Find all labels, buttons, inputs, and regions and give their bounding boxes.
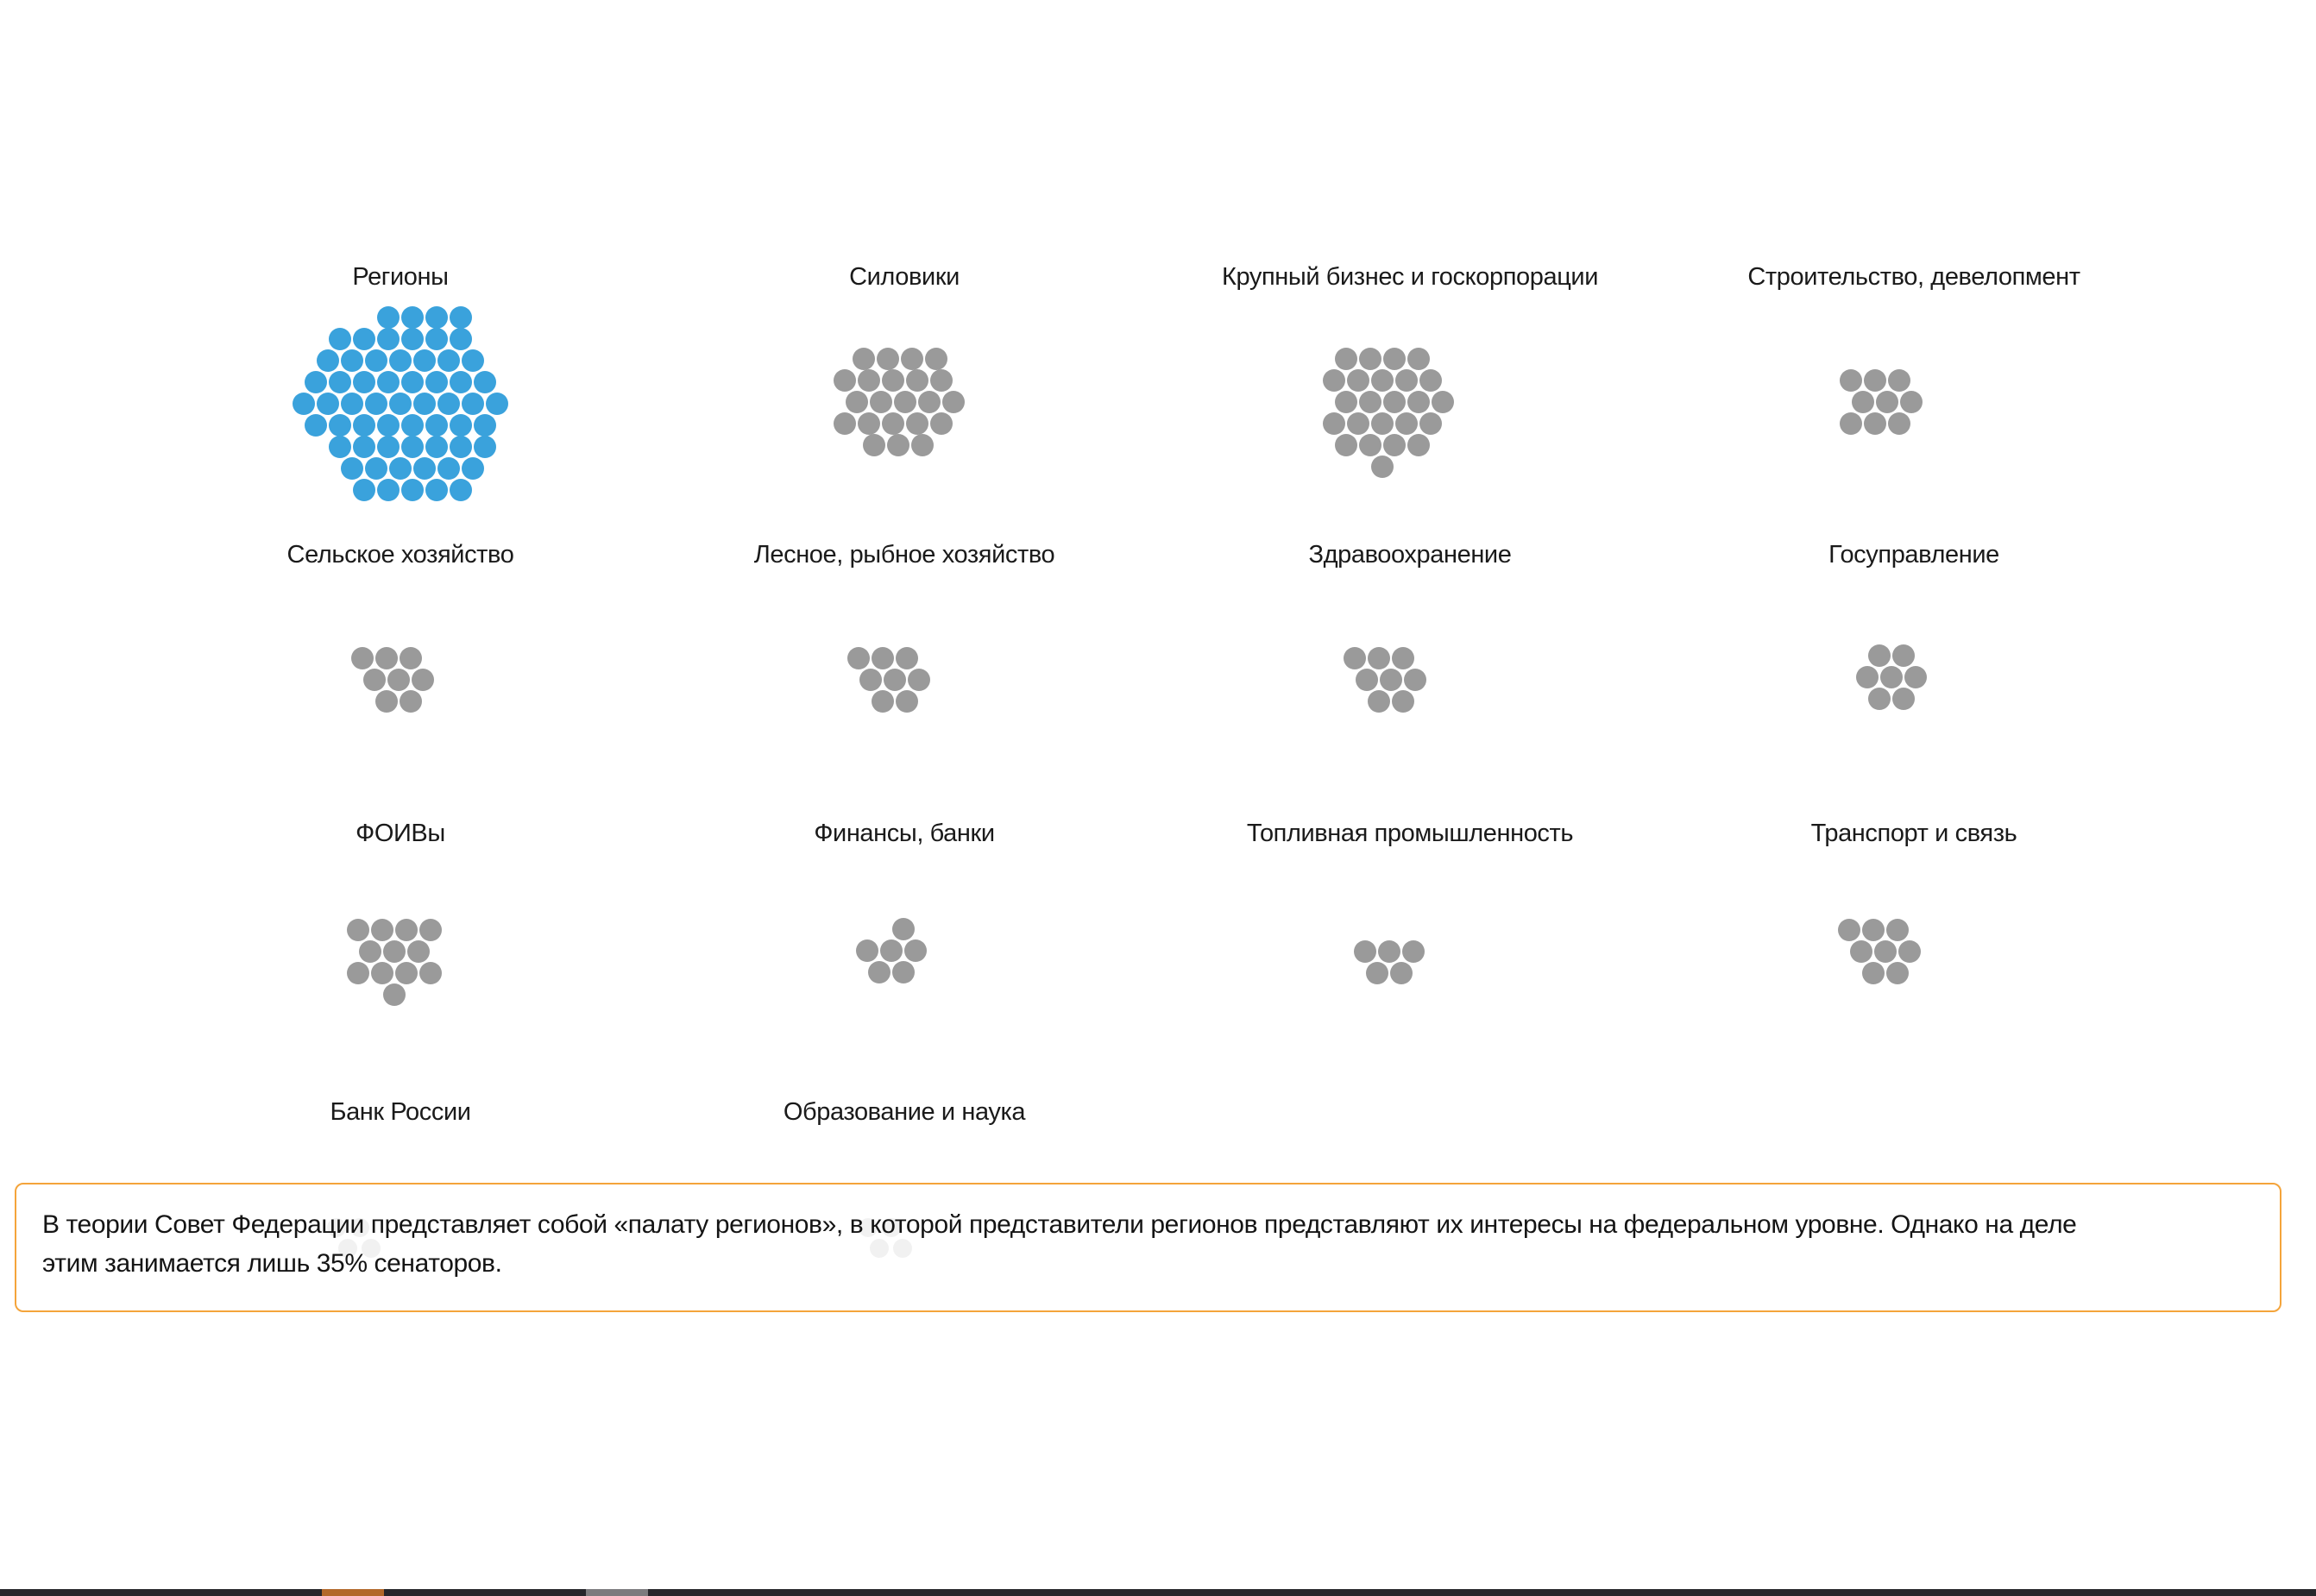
senator-dot [425, 371, 448, 393]
senator-dot [329, 328, 351, 350]
senator-dot [383, 983, 406, 1006]
senator-dot [1359, 391, 1381, 413]
senator-dot [400, 690, 422, 713]
senator-dot [450, 414, 472, 437]
senator-dot [882, 369, 904, 392]
senator-dot [341, 457, 363, 480]
senator-dot [1402, 940, 1425, 963]
senator-dot [395, 962, 418, 984]
senator-dot [437, 457, 460, 480]
senator-dot [377, 328, 400, 350]
senator-dot [371, 962, 393, 984]
senator-dot [317, 349, 339, 372]
senator-dot [401, 436, 424, 458]
senator-dot [1404, 669, 1426, 691]
senator-dot [908, 669, 930, 691]
senator-dot [377, 371, 400, 393]
senator-dot [474, 436, 496, 458]
senator-dot [1838, 919, 1860, 941]
senator-dot [1407, 391, 1430, 413]
senator-dot [365, 393, 387, 415]
senator-dot [1366, 962, 1388, 984]
senator-dot [847, 647, 870, 669]
senator-dot [892, 961, 915, 983]
cluster-label-zdravookhranenie: Здравоохранение [1308, 541, 1512, 569]
cluster-label-toplivnaya: Топливная промышленность [1246, 820, 1574, 847]
senator-dot [1359, 348, 1381, 370]
senator-dot [868, 961, 891, 983]
cluster-label-gosupravlenie: Госуправление [1828, 541, 1999, 569]
senator-dot [906, 369, 928, 392]
senator-dot [425, 479, 448, 501]
senator-dot [1840, 369, 1862, 392]
senator-dot [1356, 669, 1378, 691]
senator-dot [1323, 412, 1345, 435]
senator-dot [1344, 647, 1366, 669]
cluster-label-lesnoe-rybnoe: Лесное, рыбное хозяйство [753, 541, 1055, 569]
annotation-box [15, 1183, 2281, 1312]
senator-dot [353, 328, 375, 350]
senator-dot [1892, 644, 1915, 667]
senator-dot [425, 436, 448, 458]
senator-dot [462, 393, 484, 415]
senator-dot [383, 940, 406, 963]
senator-dot [474, 414, 496, 437]
senator-dot [377, 479, 400, 501]
senator-dot [317, 393, 339, 415]
senator-dot [395, 919, 418, 941]
senator-dot [371, 919, 393, 941]
senator-dot [305, 371, 327, 393]
senator-dot [1886, 962, 1909, 984]
senator-dot [329, 436, 351, 458]
senator-dot [1335, 434, 1357, 456]
senator-dot [858, 369, 880, 392]
senator-dot [1852, 391, 1874, 413]
senator-dot [462, 457, 484, 480]
senator-dot [353, 371, 375, 393]
senator-dot [401, 479, 424, 501]
senator-dot [450, 436, 472, 458]
senator-dot [400, 647, 422, 669]
senator-dot [329, 414, 351, 437]
senator-dot [389, 457, 412, 480]
senator-dot [872, 647, 894, 669]
senator-dot [365, 349, 387, 372]
cluster-label-transport-svyaz: Транспорт и связь [1810, 820, 2017, 847]
senator-dot [884, 669, 906, 691]
senator-dot [896, 690, 918, 713]
senator-dot [375, 647, 398, 669]
senator-dot [353, 479, 375, 501]
senator-dot [1371, 456, 1394, 478]
senator-dot [363, 669, 386, 691]
senator-dot [1395, 412, 1418, 435]
senator-dot [1354, 940, 1376, 963]
senator-dot [1371, 412, 1394, 435]
senator-dot [1868, 644, 1891, 667]
senator-dot [896, 647, 918, 669]
senator-dot [906, 412, 928, 435]
senator-dot [401, 371, 424, 393]
senator-dot [353, 414, 375, 437]
senator-dot [1419, 412, 1442, 435]
senator-dot [870, 391, 892, 413]
senator-dot [387, 669, 410, 691]
senator-dot [1888, 412, 1910, 435]
taskbar-orange-segment[interactable] [322, 1589, 384, 1596]
senator-dot [450, 371, 472, 393]
annotation-line-1: В теории Совет Федерации представляет собой «палату регионов», в которой представители регионов представляют их интересы на федеральном уровне. Однако на деле [42, 1210, 2077, 1239]
senator-dot [450, 306, 472, 329]
senator-dot [359, 940, 381, 963]
senator-dot [1886, 919, 1909, 941]
senator-dot [1323, 369, 1345, 392]
senator-dot [918, 391, 941, 413]
senator-dot [437, 349, 460, 372]
senator-dot [1390, 962, 1413, 984]
senator-dot [880, 939, 903, 962]
senator-dot [859, 669, 882, 691]
senator-dot [1850, 940, 1872, 963]
senator-dot [1864, 369, 1886, 392]
cluster-label-finansy-banki: Финансы, банки [814, 820, 995, 847]
senator-dot [1392, 690, 1414, 713]
cluster-label-krupnyy-biznes: Крупный бизнес и госкорпорации [1221, 263, 1598, 291]
senator-dot [353, 436, 375, 458]
senator-dot [437, 393, 460, 415]
senator-dot [1383, 391, 1406, 413]
senator-dot [1368, 690, 1390, 713]
senator-dot [1378, 940, 1400, 963]
senator-dot [1874, 940, 1897, 963]
cluster-label-foivy: ФОИВы [356, 820, 445, 847]
senator-dot [389, 393, 412, 415]
senator-dot [375, 690, 398, 713]
senator-dot [1888, 369, 1910, 392]
senator-dot [904, 939, 927, 962]
senator-dot [1380, 669, 1402, 691]
cluster-label-regiony: Регионы [352, 263, 449, 291]
senator-dot [462, 349, 484, 372]
senator-dot [877, 348, 899, 370]
senator-dot [894, 391, 916, 413]
senator-dot [1904, 666, 1927, 688]
senator-dot [413, 393, 436, 415]
senator-dot [377, 306, 400, 329]
senator-dot [1862, 962, 1885, 984]
senator-dot [1347, 369, 1369, 392]
cluster-label-obrazovanie-nauka: Образование и наука [783, 1098, 1026, 1126]
senator-dot [412, 669, 434, 691]
senator-dot [858, 412, 880, 435]
senator-dot [347, 962, 369, 984]
senator-dot [377, 414, 400, 437]
senator-dot [1840, 412, 1862, 435]
senator-dot [853, 348, 875, 370]
senator-dot [329, 371, 351, 393]
senator-dot [419, 919, 442, 941]
senator-dot [1359, 434, 1381, 456]
annotation-line-2: этим занимается лишь 35% сенаторов. [42, 1249, 502, 1278]
senator-dot [293, 393, 315, 415]
cluster-label-bank-rossii: Банк России [330, 1098, 471, 1126]
senator-dot [834, 412, 856, 435]
senator-dot [892, 918, 915, 940]
senator-dot [1383, 434, 1406, 456]
senator-dot [425, 328, 448, 350]
senator-dot [401, 328, 424, 350]
senator-dot [1864, 412, 1886, 435]
senator-dot [930, 369, 953, 392]
senator-dot [474, 371, 496, 393]
senator-dot [930, 412, 953, 435]
senator-dot [341, 393, 363, 415]
senator-dot [1335, 348, 1357, 370]
senator-dot [1395, 369, 1418, 392]
annotation-text [16, 1184, 2280, 1283]
senator-dot [305, 414, 327, 437]
senator-dot [856, 939, 878, 962]
cluster-label-stroitelstvo: Строительство, девелопмент [1747, 263, 2080, 291]
senator-dot [347, 919, 369, 941]
senator-dot [413, 349, 436, 372]
senator-dot [450, 479, 472, 501]
senator-dot [401, 414, 424, 437]
cluster-label-selskoe-khozyaystvo: Сельское хозяйство [286, 541, 514, 569]
senator-dot [450, 328, 472, 350]
senator-dot [401, 306, 424, 329]
senator-dot [1880, 666, 1903, 688]
senator-dot [846, 391, 868, 413]
senator-dot [1856, 666, 1879, 688]
senator-dot [486, 393, 508, 415]
senator-dot [425, 306, 448, 329]
senator-dot [863, 434, 885, 456]
senator-dot [1868, 688, 1891, 710]
senator-dot [351, 647, 374, 669]
cluster-label-siloviki: Силовики [849, 263, 960, 291]
senator-dot [942, 391, 965, 413]
senator-dot [1407, 348, 1430, 370]
senator-dot [1876, 391, 1898, 413]
senator-dot [413, 457, 436, 480]
senator-dot [377, 436, 400, 458]
senator-dot [407, 940, 430, 963]
senator-dot [1368, 647, 1390, 669]
taskbar-edge[interactable] [0, 1589, 2316, 1596]
senator-dot [834, 369, 856, 392]
senator-dot [389, 349, 412, 372]
senator-dot [1892, 688, 1915, 710]
senator-dot [911, 434, 934, 456]
senator-dot [1335, 391, 1357, 413]
senator-dot [419, 962, 442, 984]
senator-dot [925, 348, 947, 370]
senator-dot [365, 457, 387, 480]
senator-dot [1392, 647, 1414, 669]
senator-dot [1371, 369, 1394, 392]
senator-dot [1862, 919, 1885, 941]
senator-dot [872, 690, 894, 713]
senator-dot [882, 412, 904, 435]
senator-dot [1347, 412, 1369, 435]
senator-dot [1898, 940, 1921, 963]
senator-dot [901, 348, 923, 370]
senator-dot [1900, 391, 1923, 413]
senator-dot [1383, 348, 1406, 370]
senator-dot [1407, 434, 1430, 456]
senator-dot [1432, 391, 1454, 413]
senator-dot [425, 414, 448, 437]
taskbar-gray-segment[interactable] [586, 1589, 648, 1596]
senator-dot [341, 349, 363, 372]
senator-dot [887, 434, 909, 456]
senator-dot [1419, 369, 1442, 392]
